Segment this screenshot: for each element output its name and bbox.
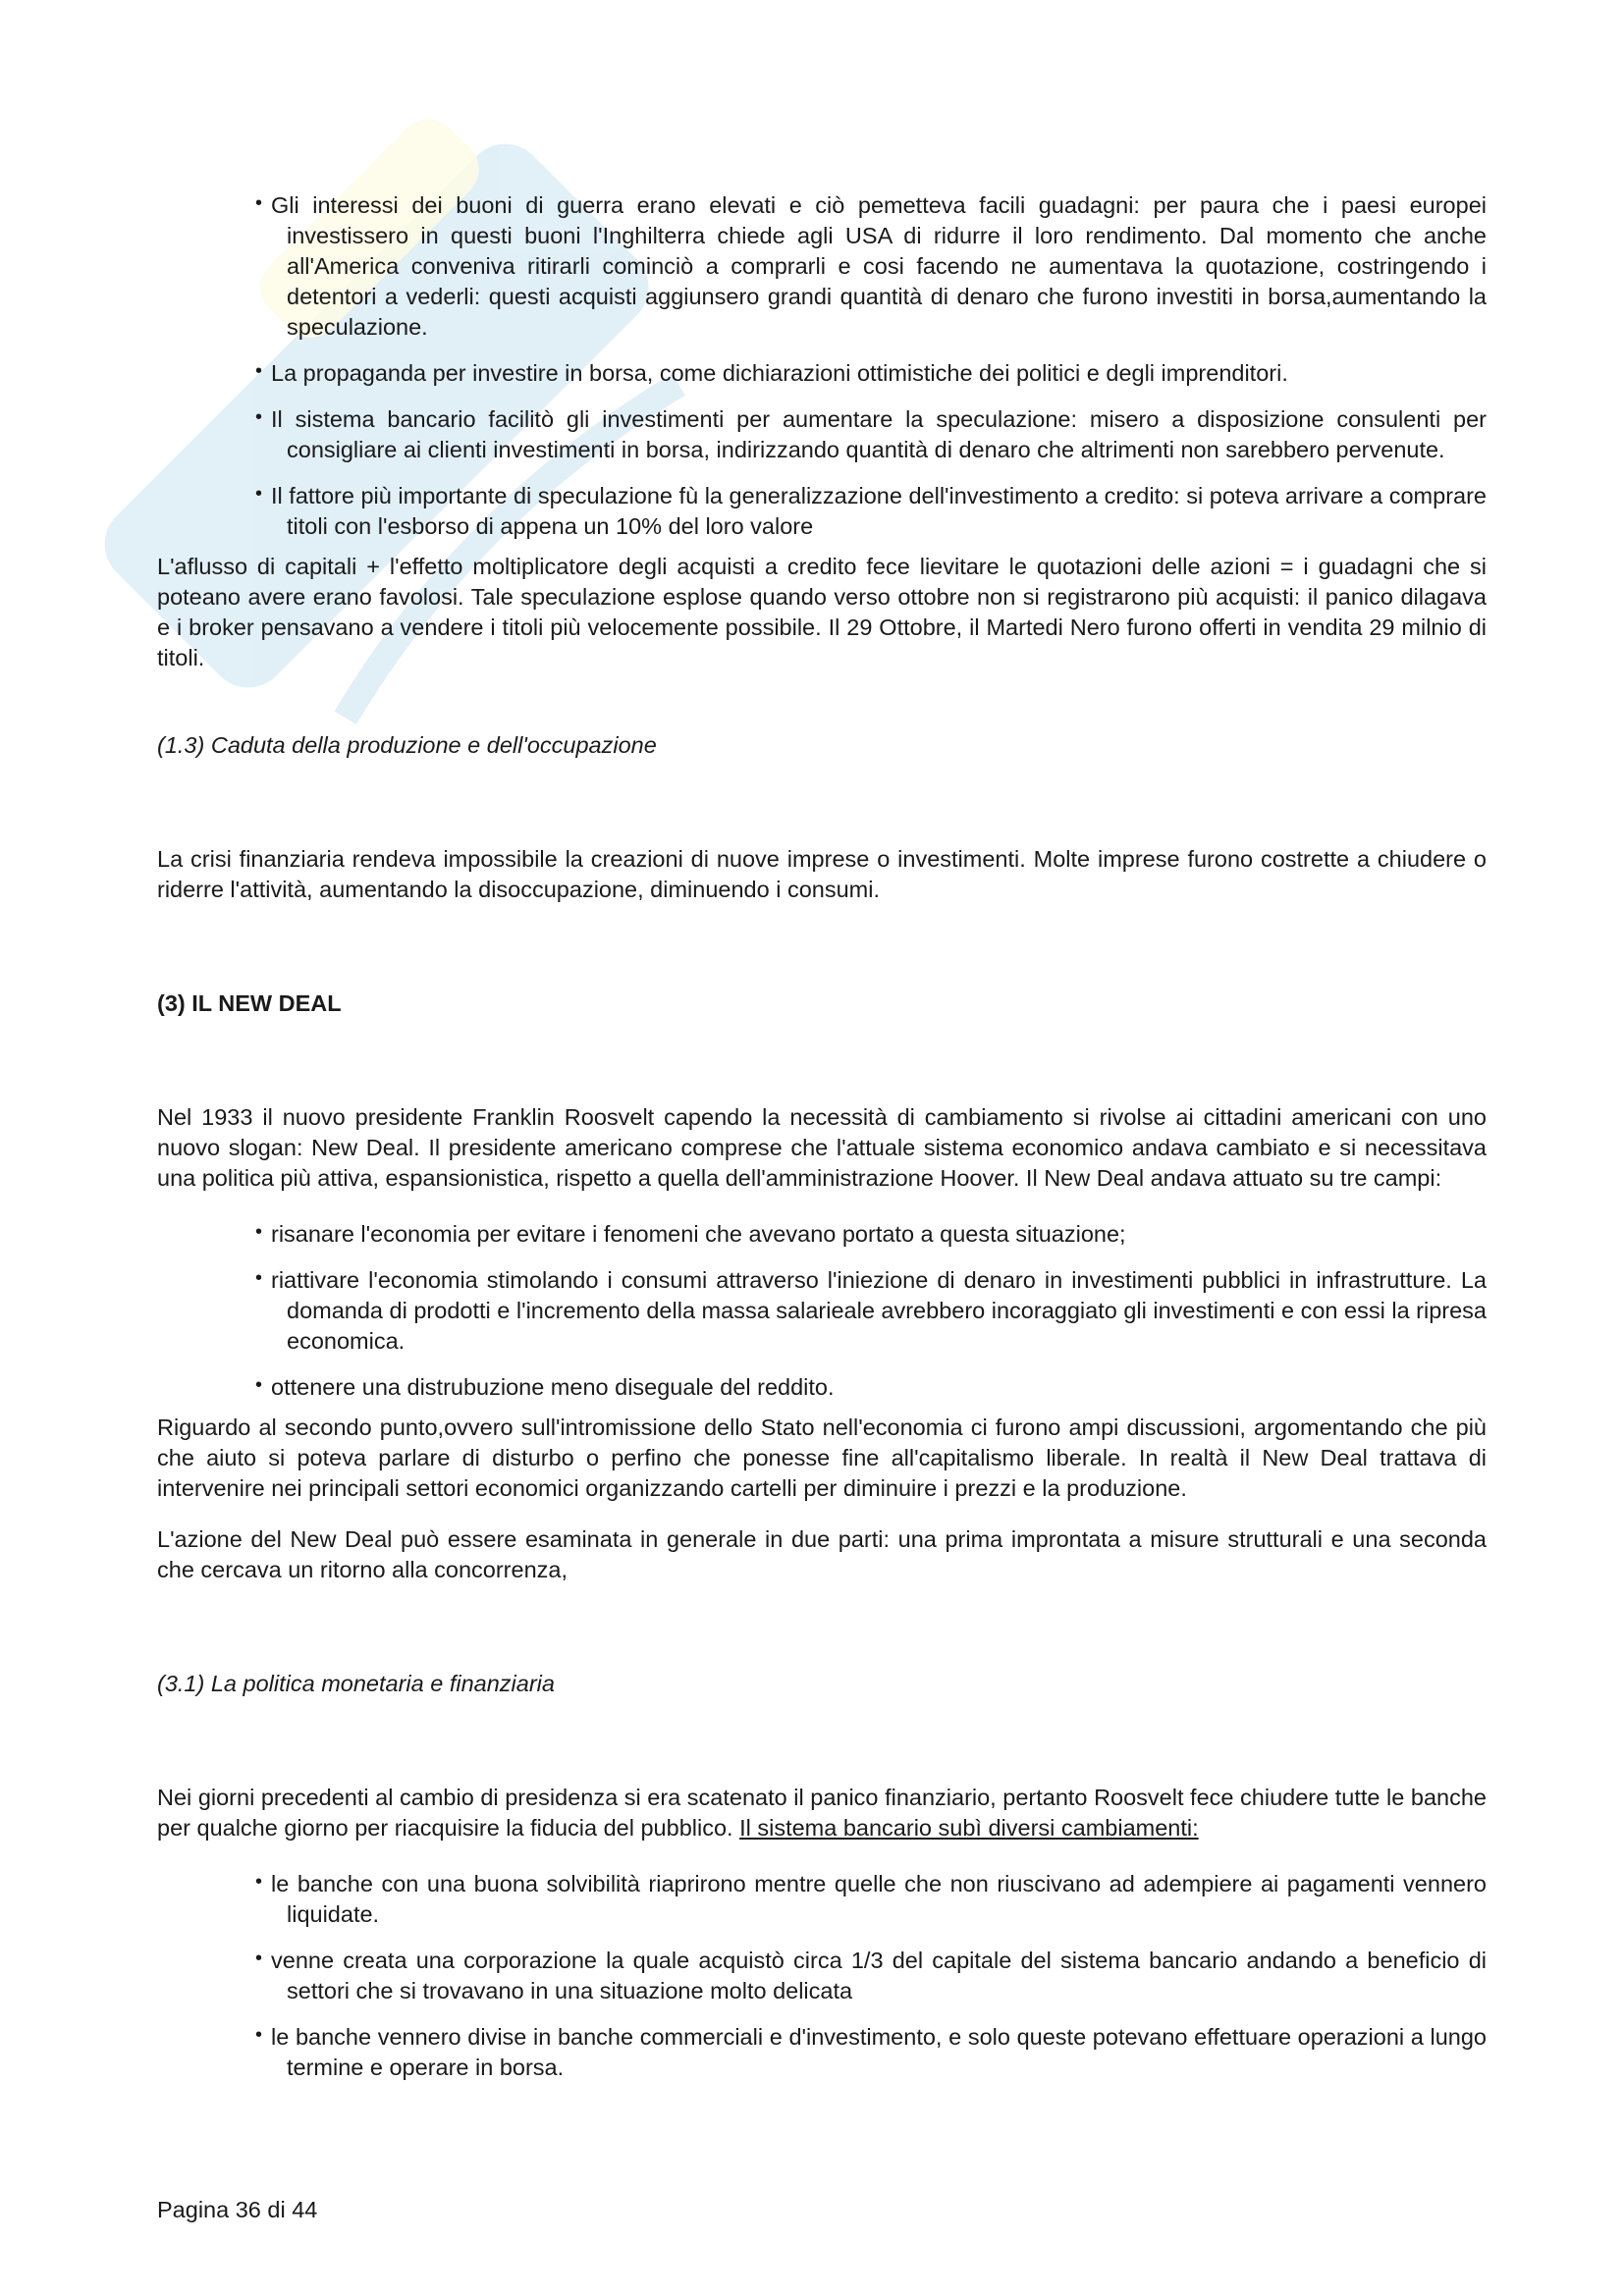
list-item: • Il fattore più importante di speculazione fù la generalizzazione dell'investimento a credito: si poteva arrivare a comprare titoli con l'esborso di appena un 10% del loro valore	[255, 479, 1487, 542]
paragraph-riguardo: Riguardo al secondo punto,ovvero sull'intromissione dello Stato nell'economia ci furono ampi discussioni, argomentando che più che aiuto si poteva parlare di disturbo o perfino che ponesse fine all'capitalismo liberale. In realtà il New Deal trattava di intervenire nei principali settori economici organizzando cartelli per diminuire i prezzi e la produzione.	[157, 1415, 1487, 1501]
paragraph-azione: L'azione del New Deal può essere esaminata in generale in due parti: una prima improntata a misure strutturali e una seconda che cercava un ritorno alla concorrenza,	[157, 1526, 1487, 1582]
section-heading-3-1: (3.1) La politica monetaria e finanziaria	[157, 1671, 555, 1696]
section-heading-3: (3) IL NEW DEAL	[157, 990, 342, 1016]
paragraph-giorni-text: Nei giorni precedenti al cambio di presidenza si era scatenato il panico finanziario, pertanto Roosvelt fece chiudere tutte le banche per qualche giorno per riacquisire la fiducia del pubblico.	[157, 1785, 1487, 1841]
list-item: • le banche vennero divise in banche commerciali e d'investimento, e solo queste potevano effettuare operazioni a lungo termine e operare in borsa.	[255, 2020, 1487, 2083]
bullet-list-campi	[157, 1217, 1487, 1403]
section-heading-1-3: (1.3) Caduta della produzione e dell'occupazione	[157, 732, 657, 758]
page-footer: Pagina 36 di 44	[157, 2197, 318, 2222]
paragraph-1933: Nel 1933 il nuovo presidente Franklin Roosvelt capendo la necessità di cambiamento si rivolse ai cittadini americani con uno nuovo slogan: New Deal. Il presidente americano comprese che l'attuale sistema economico andava cambiato e si necessitava una politica più attiva, espansionistica, rispetto a quella dell'amministrazione Hoover. Il New Deal andava attuato su tre campi:	[157, 1104, 1487, 1191]
list-item: • Gli interessi dei buoni di guerra erano elevati e ciò pemetteva facili guadagni: per paura che i paesi europei investissero in questi buoni l'Inghilterra chiede agli USA di ridurre il loro rendimento. Dal momento che anche all'America conveniva ritirarli cominciò a comprarli e cosi facendo ne aumentava la quotazione, costringendo i detentori a vederli: questi acquisti aggiunsero grandi quantità di denaro che furono investiti in borsa,aumentando la speculazione.	[255, 188, 1487, 343]
list-item: • Il sistema bancario facilitò gli investimenti per aumentare la speculazione: misero a disposizione consulenti per consigliare ai clienti investimenti in borsa, indirizzando quantità di denaro che altrimenti non sarebbero pervenute.	[255, 402, 1487, 465]
list-item: • risanare l'economia per evitare i fenomeni che avevano portato a questa situazione;	[255, 1217, 1487, 1250]
bullet-list-banche	[157, 1867, 1487, 2083]
list-item: • La propaganda per investire in borsa, come dichiarazioni ottimistiche dei politici e degli imprenditori.	[255, 356, 1487, 389]
list-item: • venne creata una corporazione la quale acquistò circa 1/3 del capitale del sistema bancario andando a beneficio di settori che si trovavano in una situazione molto delicata	[255, 1944, 1487, 2006]
list-item: • le banche con una buona solvibilità riaprirono mentre quelle che non riuscivano ad adempiere ai pagamenti vennero liquidate.	[255, 1867, 1487, 1930]
bullet-list-speculation	[157, 188, 1487, 542]
underlined-text: Il sistema bancario subì diversi cambiamenti:	[739, 1815, 1199, 1841]
document-page	[157, 188, 1487, 2083]
paragraph-crisi: La crisi finanziaria rendeva impossibile la creazioni di nuove imprese o investimenti. Molte imprese furono costrette a chiudere o riderre l'attività, aumentando la disoccupazione, diminuendo i consumi.	[157, 846, 1487, 902]
paragraph-giorni	[157, 1783, 1487, 1843]
list-item: • riattivare l'economia stimolando i consumi attraverso l'iniezione di denaro in investimenti pubblici in infrastrutture. La domanda di prodotti e l'incremento della massa salarieale avrebbero incoraggiato gli investimenti e con essi la ripresa economica.	[255, 1263, 1487, 1357]
paragraph-afflusso: L'aflusso di capitali + l'effetto moltiplicatore degli acquisti a credito fece lievitare le quotazioni delle azioni = i guadagni che si poteano avere erano favolosi. Tale speculazione esplose quando verso ottobre non si registrarono più acquisti: il panico dilagava e i broker pensavano a vendere i titoli più velocemente possibile. Il 29 Ottobre, il Martedi Nero furono offerti in vendita 29 milnio di titoli.	[157, 554, 1487, 670]
list-item: • ottenere una distrubuzione meno diseguale del reddito.	[255, 1370, 1487, 1403]
